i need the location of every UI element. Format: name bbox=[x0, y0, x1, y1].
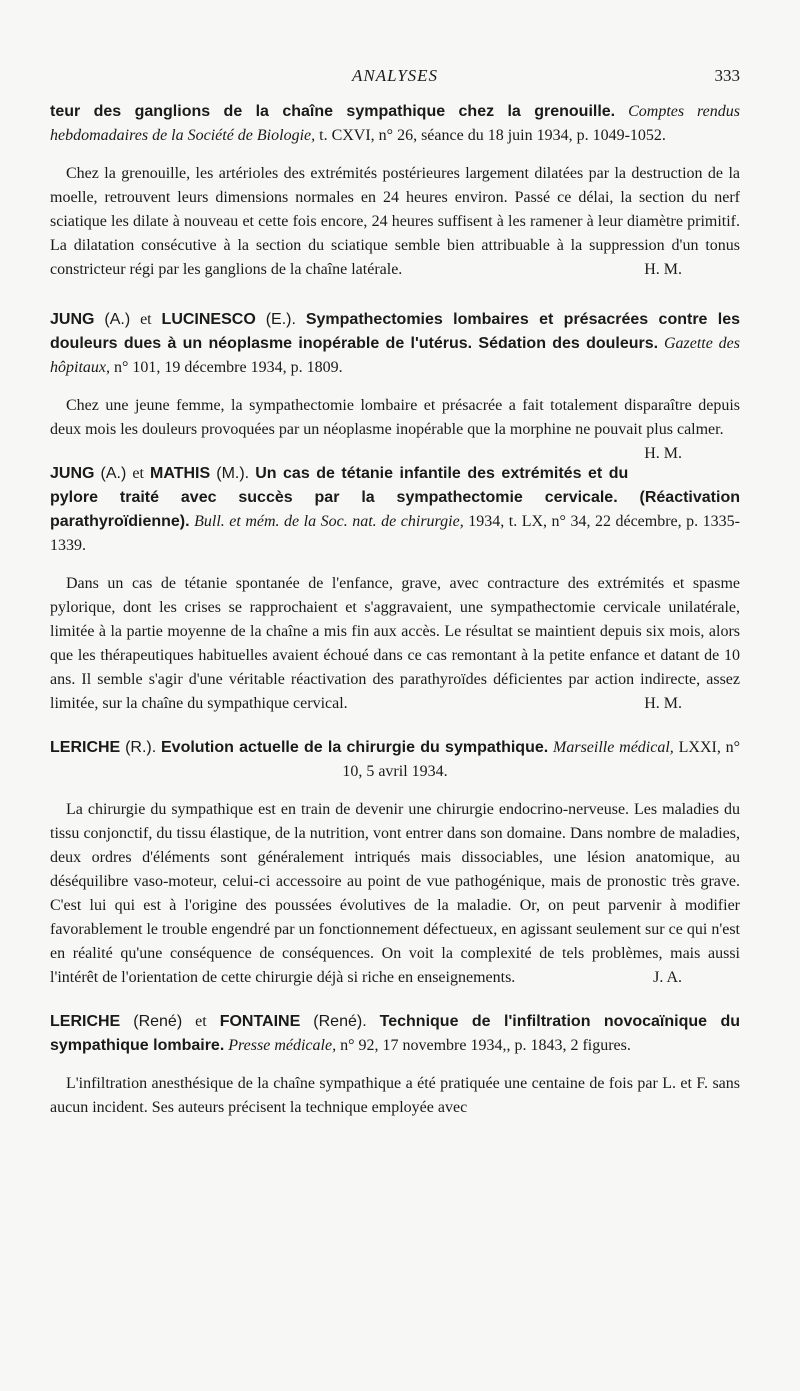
signature: H. M. bbox=[644, 695, 682, 712]
author-initial: (A.) bbox=[104, 311, 131, 328]
author-name: JUNG bbox=[50, 465, 95, 482]
reference bbox=[50, 736, 740, 784]
analysis-entry bbox=[50, 308, 741, 462]
article-title: Un cas de tétanie infantile des extrémités et du pylore traité avec succès par la sympathectomie cervicale. (Réactivation parathyroïdienne). bbox=[50, 465, 740, 530]
journal-name: Gazette des hôpitaux, bbox=[50, 335, 741, 376]
author-conjunction: et bbox=[195, 1013, 207, 1030]
page-number: 333 bbox=[714, 66, 740, 85]
analysis-entry bbox=[50, 100, 740, 282]
article-title: Technique de l'infiltration novocaïnique du sympathique lombaire. bbox=[50, 1013, 741, 1054]
author-initial: (René). bbox=[313, 1013, 367, 1030]
reference-details: 1934, t. LX, n° 34, 22 décembre, p. 1335-1339. bbox=[50, 513, 740, 554]
abstract-body: Chez une jeune femme, la sympathectomie lombaire et présacrée a fait totalement disparaître depuis deux mois les douleurs provoquées par un néoplasme inopérable que la morphine ne pouvait plus calmer. bbox=[50, 397, 740, 438]
reference-details: n° 101, 19 décembre 1934, p. 1809. bbox=[114, 359, 343, 376]
abstract-text bbox=[50, 394, 740, 462]
reference bbox=[50, 100, 740, 148]
analysis-entry bbox=[50, 736, 740, 990]
abstract-body: L'infiltration anesthésique de la chaîne sympathique a été pratiquée une centaine de fois par L. et F. sans aucun incident. Ses auteurs précisent la technique employée avec bbox=[50, 1075, 740, 1116]
page-header bbox=[50, 66, 740, 92]
analysis-entry bbox=[50, 462, 740, 716]
running-title: ANALYSES bbox=[351, 66, 439, 85]
article-title: Sympathectomies lombaires et présacrées contre les douleurs dues à un néoplasme inopérable de l'utérus. Sédation des douleurs. bbox=[50, 311, 741, 352]
author-conjunction: et bbox=[132, 465, 144, 482]
journal-name: Comptes rendus hebdomadaires de la Société de Biologie, bbox=[50, 103, 741, 144]
journal-name: Marseille médical, bbox=[553, 739, 674, 756]
signature: H. M. bbox=[644, 261, 682, 278]
reference-details: t. CXVI, n° 26, séance du 18 juin 1934, p. 1049-1052. bbox=[319, 127, 666, 144]
author-initial: (René) bbox=[133, 1013, 183, 1030]
author-name: LERICHE bbox=[50, 1013, 121, 1030]
analysis-entry bbox=[50, 1010, 740, 1120]
author-name: LUCINESCO bbox=[161, 311, 256, 328]
author-name: FONTAINE bbox=[219, 1013, 301, 1030]
abstract-text bbox=[50, 162, 740, 282]
author-initial: (E.). bbox=[265, 311, 296, 328]
reference-details: LXXI, n° 10, 5 avril 1934. bbox=[342, 739, 741, 780]
abstract-body: Chez la grenouille, les artérioles des extrémités postérieures largement dilatées par la destruction de la moelle, retrouvent leurs dimensions normales en 24 heures environ. Passé ce délai, la section du nerf sciatique les dilate à nouveau et cette fois encore, 24 heures suffisent à les ramener à leur diamètre primitif. La dilatation consécutive à la section du sciatique semble bien attribuable à la suppression d'un tonus constricteur régi par les ganglions de la chaîne latérale. bbox=[50, 165, 740, 278]
author-name: JUNG bbox=[50, 311, 95, 328]
signature: J. A. bbox=[653, 969, 682, 986]
journal-name: Bull. et mém. de la Soc. nat. de chirurgie, bbox=[194, 513, 464, 530]
author-initial: (R.). bbox=[125, 739, 157, 756]
reference-details: n° 92, 17 novembre 1934,, p. 1843, 2 figures. bbox=[340, 1037, 631, 1054]
author-conjunction: et bbox=[140, 311, 152, 328]
abstract-text bbox=[50, 798, 740, 990]
journal-name: Presse médicale, bbox=[228, 1037, 337, 1054]
author-initial: (M.). bbox=[216, 465, 250, 482]
article-title: Evolution actuelle de la chirurgie du sympathique. bbox=[161, 739, 549, 756]
reference bbox=[50, 462, 740, 558]
author-name: MATHIS bbox=[150, 465, 211, 482]
author-initial: (A.) bbox=[100, 465, 127, 482]
article-title: teur des ganglions de la chaîne sympathique chez la grenouille. bbox=[50, 103, 616, 120]
reference bbox=[50, 1010, 740, 1058]
page-content bbox=[50, 100, 740, 1140]
reference bbox=[50, 308, 740, 380]
signature: H. M. bbox=[644, 445, 682, 462]
abstract-body: La chirurgie du sympathique est en train de devenir une chirurgie endocrino-nerveuse. Les maladies du tissu conjonctif, du tissu élastique, de la nutrition, vont entrer dans son domaine. Dans nombre de maladies, deux ordres d'éléments sont généralement intriqués mais dissociables, une lésion anatomique, au déséquilibre vaso-moteur, celui-ci accessoire au point de vue pathogénique, mais de pronostic très grave. C'est lui qui est à l'origine des poussées évolutives de la maladie. Or, on peut parvenir à modifier favorablement le trouble engendré par un fonctionnement défectueux, en agissant seulement sur ce qui n'est en réalité qu'une conséquence de conséquences. On voit la complexité de tels problèmes, mais aussi l'intérêt de l'orientation de cette chirurgie déjà si riche en enseignements. bbox=[50, 801, 740, 986]
author-name: LERICHE bbox=[50, 739, 121, 756]
abstract-text bbox=[50, 1072, 740, 1120]
abstract-body: Dans un cas de tétanie spontanée de l'enfance, grave, avec contracture des extrémités et spasme pylorique, dont les crises se rapprochaient et s'aggravaient, une sympathectomie cervicale unilatérale, limitée à la partie moyenne de la chaîne a mis fin aux accès. Le résultat se maintient depuis six mois, alors que les thérapeutiques habituelles avaient échoué dans ce cas remontant à la petite enfance et datant de 10 ans. Il semble s'agir d'une véritable réactivation des parathyroïdes déficientes par action indirecte, assez limitée, sur la chaîne du sympathique cervical. bbox=[50, 575, 740, 712]
abstract-text bbox=[50, 572, 740, 716]
